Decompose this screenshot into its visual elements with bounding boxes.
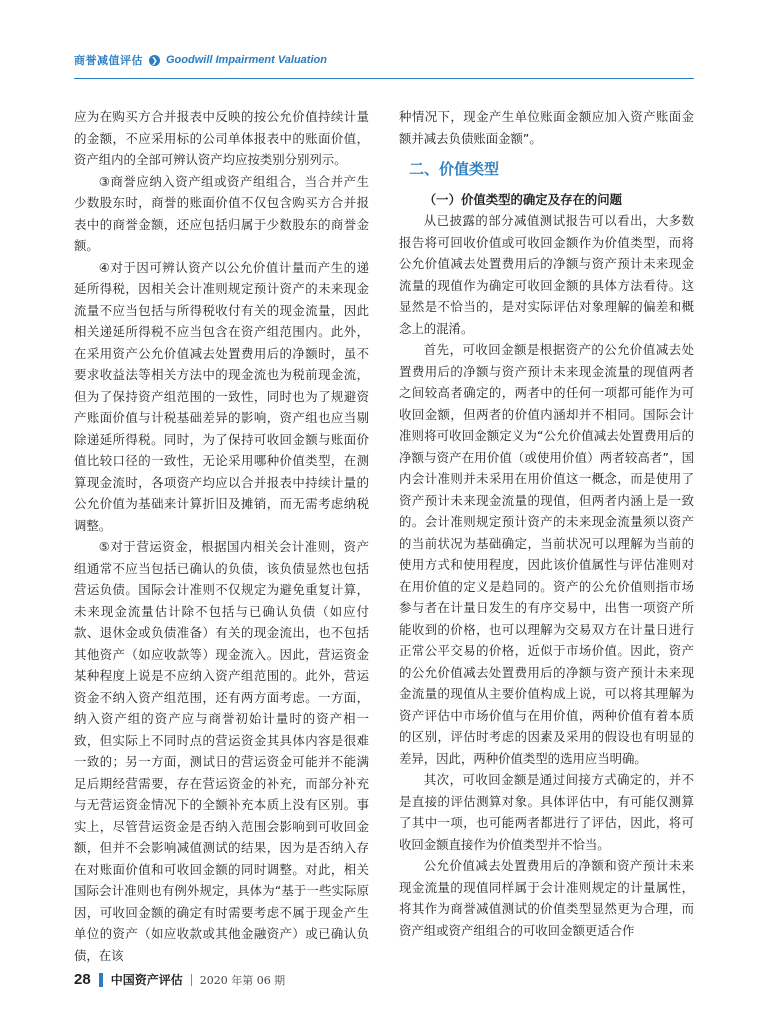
paragraph: 种情况下，现金产生单位账面金额应加入资产账面金额并减去负债账面金额”。 [399,109,694,146]
right-column [399,106,694,941]
issue-label: 2020 年第 06 期 [199,973,286,987]
paragraph: 从已披露的部分减值测试报告可以看出，大多数报告将可回收价值或可收回金额作为价值类型，而将公允价值减去处置费用后的净额与资产预计未来现金流量的现值作为确定可收回金额的具体方法看待。这显然是不恰当的，是对实际评估对象理解的偏差和概念上的混淆。 [399,213,694,336]
running-header [74,52,327,68]
section-title: 二、价值类型 [409,160,500,178]
footer-accent-bar [99,973,103,987]
paragraph: 其次，可收回金额是通过间接方式确定的，并不是直接的评估测算对象。具体评估中，有可能仅测算了其中一项，也可能两者都进行了评估，因此，将可收回金额直接作为价值类型并不恰当。 [399,772,694,852]
subsection-title: （一）价值类型的确定及存在的问题 [423,191,623,207]
header-zh-title: 商誉减值评估 [74,54,143,67]
header-divider [74,78,694,79]
journal-name: 中国资产评估 [110,973,183,987]
page-number: 28 [74,971,91,988]
paragraph: 公允价值减去处置费用后的净额和资产预计未来现金流量的现值同样属于会计准则规定的计量属性，将其作为商誉减值测试的价值类型显然更为合理，而资产组或资产组组合的可收回金额更适合作 [399,858,694,938]
paragraph: 首先，可收回金额是根据资产的公允价值减去处置费用后的净额与资产预计未来现金流量的现值两者之间较高者确定的，两者中的任何一项都可能作为可收回金额，但两者的价值内涵却并不相同。国际会计准则将可收回金额定义为“公允价值减去处置费用后的净额与资产在用价值（或使用价值）两者较高者”，国内会计准则并未采用在用价值这一概念，而是使用了资产预计未来现金流量的现值，但两者内涵上是一致的。会计准则规定预计资产的未来现金流量须以资产的当前状况为基础确定，当前状况可以理解为当前的使用方式和使用程度，因此该价值属性与评估准则对在用价值的定义是趋同的。资产的公允价值则指市场参与者在计量日发生的有序交易中，出售一项资产所能收到的价格，也可以理解为交易双方在计量日进行正常公平交易的价格，近似于市场价值。因此，资产的公允价值减去处置费用后的净额与资产预计未来现金流量的现值从主要价值构成上说，可以将其理解为资产评估中市场价值与在用价值，两种价值有着本质的区别，评估时考虑的因素及采用的假设也有明显的差异，因此，两种价值类型的选用应当明确。 [399,342,694,766]
paragraph: 应为在购买方合并报表中反映的按公允价值持续计量的金额，不应采用标的公司单体报表中的账面价值，资产组内的全部可辨认资产均应按类别分别列示。 [74,109,369,167]
paragraph: ④对于因可辨认资产以公允价值计量而产生的递延所得税，因相关会计准则规定预计资产的未来现金流量不应当包括与所得税收付有关的现金流量，因此相关递延所得税不应当包含在资产组范围内。此外，在采用资产公允价值减去处置费用后的净额时，虽不要求收益法等相关方法中的现金流也为税前现金流，但为了保持资产组范围的一致性，同时也为了规避资产账面价值与计税基础差异的影响，资产组也应当剔除递延所得税。同时，为了保持可收回金额与账面价值比较口径的一致性，无论采用哪种价值类型，在测算现金流时，各项资产均应以合并报表中持续计量的公允价值为基础来计算折旧及摊销，而无需考虑纳税调整。 [74,259,369,533]
page-footer [74,971,285,988]
left-column [74,106,369,966]
footer-divider [191,974,192,986]
chevron-right-icon: ❯ [149,55,160,66]
paragraph: ③商誉应纳入资产组或资产组组合，当合并产生少数股东时，商誉的账面价值不仅包含购买方合并报表中的商誉金额，还应包括归属于少数股东的商誉金额。 [74,173,369,253]
paragraph: ⑤对于营运资金，根据国内相关会计准则，资产组通常不应当包括已确认的负债，该负债显然也包括营运负债。国际会计准则不仅规定为避免重复计算，未来现金流量估计除不包括与已确认负债（如应付款、退休金或负债准备）有关的现金流出，也不包括其他资产（如应收款等）现金流入。因此，营运资金某种程度上说是不应纳入资产组范围的。此外，营运资金不纳入资产组范围，还有两方面考虑。一方面，纳入资产组的资产应与商誉初始计量时的资产相一致，但实际上不同时点的营运资金其具体内容是很难一致的；另一方面，测试日的营运资金可能并不能满足后期经营需要，存在营运资金的补充，而部分补充与无营运资金情况下的全额补充本质上没有区别。事实上，尽管营运资金是否纳入范围会影响到可收回金额，但并不会影响减值测试的结果，因为是否纳入存在对账面价值和可收回金额的同时调整。对此，相关国际会计准则也有例外规定，具体为“基于一些实际原因，可收回金额的确定有时需要考虑不属于现金产生单位的资产（如应收款或其他金融资产）或已确认负债，在该 [74,539,369,963]
header-en-title: Goodwill Impairment Valuation [166,54,327,66]
